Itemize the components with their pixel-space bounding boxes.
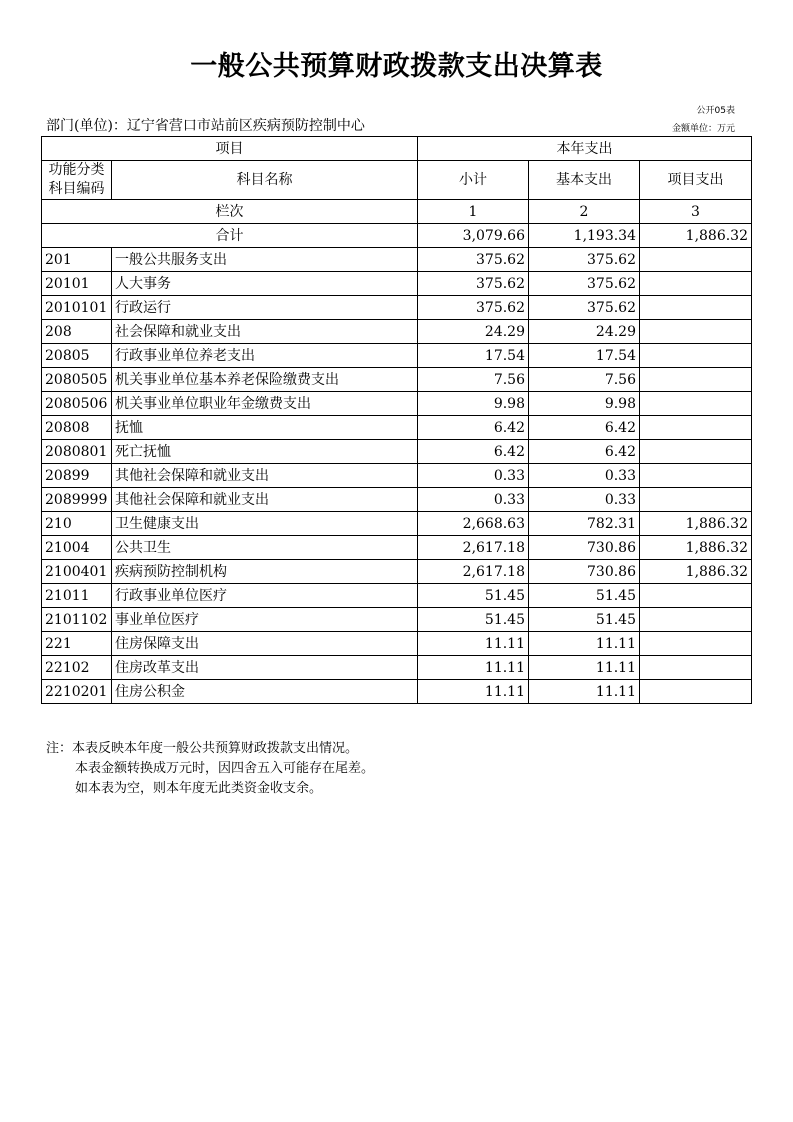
row-basic: 0.33 [529, 488, 640, 512]
header-project: 项目 [42, 137, 418, 161]
row-name: 公共卫生 [112, 536, 418, 560]
row-code: 2010101 [42, 296, 112, 320]
row-subtotal: 375.62 [418, 248, 529, 272]
row-subtotal: 2,617.18 [418, 536, 529, 560]
row-project [640, 272, 752, 296]
header-row-1 [42, 137, 752, 161]
table-row [42, 368, 752, 392]
row-project [640, 632, 752, 656]
table-row [42, 632, 752, 656]
row-basic: 11.11 [529, 680, 640, 704]
row-name: 社会保障和就业支出 [112, 320, 418, 344]
row-subtotal: 11.11 [418, 656, 529, 680]
table-row [42, 608, 752, 632]
row-basic: 375.62 [529, 272, 640, 296]
row-subtotal: 0.33 [418, 464, 529, 488]
total-row [42, 224, 752, 248]
header-subtotal: 小计 [418, 161, 529, 200]
row-project [640, 440, 752, 464]
row-code: 2080506 [42, 392, 112, 416]
row-code: 2080505 [42, 368, 112, 392]
row-project [640, 656, 752, 680]
row-subtotal: 6.42 [418, 440, 529, 464]
row-basic: 375.62 [529, 248, 640, 272]
table-row [42, 656, 752, 680]
total-basic: 1,193.34 [529, 224, 640, 248]
row-code: 2089999 [42, 488, 112, 512]
table-row [42, 536, 752, 560]
note-line: 本表金额转换成万元时，因四舍五入可能存在尾差。 [75, 761, 375, 776]
row-code: 21004 [42, 536, 112, 560]
row-project [640, 344, 752, 368]
amount-unit: 金额单位：万元 [671, 124, 735, 134]
row-basic: 782.31 [529, 512, 640, 536]
row-code: 2100401 [42, 560, 112, 584]
row-code: 2210201 [42, 680, 112, 704]
note-line: 如本表为空，则本年度无此类资金收支余。 [75, 781, 323, 796]
table-row [42, 560, 752, 584]
row-project [640, 680, 752, 704]
table-row [42, 296, 752, 320]
table-row [42, 416, 752, 440]
row-basic: 375.62 [529, 296, 640, 320]
row-name: 机关事业单位基本养老保险缴费支出 [112, 368, 418, 392]
page-title: 一般公共预算财政拨款支出决算表 [190, 51, 603, 82]
row-subtotal: 2,668.63 [418, 512, 529, 536]
column-label: 栏次 [42, 200, 418, 224]
row-code: 20808 [42, 416, 112, 440]
row-name: 事业单位医疗 [112, 608, 418, 632]
total-project: 1,886.32 [640, 224, 752, 248]
row-basic: 730.86 [529, 536, 640, 560]
row-basic: 17.54 [529, 344, 640, 368]
row-subtotal: 11.11 [418, 680, 529, 704]
row-basic: 51.45 [529, 608, 640, 632]
row-name: 卫生健康支出 [112, 512, 418, 536]
row-project: 1,886.32 [640, 560, 752, 584]
row-basic: 51.45 [529, 584, 640, 608]
notes [46, 739, 374, 799]
row-name: 其他社会保障和就业支出 [112, 464, 418, 488]
row-code: 2080801 [42, 440, 112, 464]
row-basic: 7.56 [529, 368, 640, 392]
expenditure-table [41, 136, 752, 704]
table-row [42, 248, 752, 272]
row-basic: 9.98 [529, 392, 640, 416]
row-subtotal: 17.54 [418, 344, 529, 368]
row-name: 行政事业单位医疗 [112, 584, 418, 608]
table-row [42, 320, 752, 344]
row-name: 一般公共服务支出 [112, 248, 418, 272]
table-row [42, 512, 752, 536]
row-project [640, 248, 752, 272]
row-name: 抚恤 [112, 416, 418, 440]
note-line: 注：本表反映本年度一般公共预算财政拨款支出情况。 [46, 741, 359, 756]
row-code: 2101102 [42, 608, 112, 632]
row-code: 20899 [42, 464, 112, 488]
row-project [640, 464, 752, 488]
row-basic: 11.11 [529, 656, 640, 680]
row-project [640, 368, 752, 392]
row-basic: 6.42 [529, 416, 640, 440]
total-subtotal: 3,079.66 [418, 224, 529, 248]
row-basic: 11.11 [529, 632, 640, 656]
row-basic: 0.33 [529, 464, 640, 488]
table-row [42, 392, 752, 416]
row-subtotal: 24.29 [418, 320, 529, 344]
total-label: 合计 [42, 224, 418, 248]
row-basic: 24.29 [529, 320, 640, 344]
row-name: 住房改革支出 [112, 656, 418, 680]
col-number-3: 3 [640, 200, 752, 224]
row-project: 1,886.32 [640, 536, 752, 560]
row-project [640, 296, 752, 320]
table-row [42, 344, 752, 368]
row-project [640, 584, 752, 608]
table-row [42, 488, 752, 512]
header-project-exp: 项目支出 [640, 161, 752, 200]
department-label: 部门(单位)：辽宁省营口市站前区疾病预防控制中心 [46, 118, 365, 134]
row-code: 20101 [42, 272, 112, 296]
table-row [42, 272, 752, 296]
row-project [640, 416, 752, 440]
table-row [42, 440, 752, 464]
row-name: 行政运行 [112, 296, 418, 320]
row-subtotal: 0.33 [418, 488, 529, 512]
row-subtotal: 6.42 [418, 416, 529, 440]
row-code: 21011 [42, 584, 112, 608]
table-row [42, 680, 752, 704]
form-number: 公开05表 [696, 106, 735, 116]
row-name: 人大事务 [112, 272, 418, 296]
header-row-2 [42, 161, 752, 200]
row-project [640, 392, 752, 416]
row-basic: 730.86 [529, 560, 640, 584]
row-subtotal: 51.45 [418, 608, 529, 632]
row-name: 其他社会保障和就业支出 [112, 488, 418, 512]
header-subject-name: 科目名称 [112, 161, 418, 200]
row-code: 20805 [42, 344, 112, 368]
row-name: 机关事业单位职业年金缴费支出 [112, 392, 418, 416]
row-subtotal: 9.98 [418, 392, 529, 416]
row-name: 住房保障支出 [112, 632, 418, 656]
row-project: 1,886.32 [640, 512, 752, 536]
row-project [640, 608, 752, 632]
col-number-2: 2 [529, 200, 640, 224]
col-number-1: 1 [418, 200, 529, 224]
row-code: 22102 [42, 656, 112, 680]
header-current-year: 本年支出 [418, 137, 752, 161]
table-row [42, 584, 752, 608]
header-func-code: 功能分类科目编码 [42, 161, 112, 200]
row-subtotal: 51.45 [418, 584, 529, 608]
row-subtotal: 375.62 [418, 272, 529, 296]
row-code: 201 [42, 248, 112, 272]
row-project [640, 320, 752, 344]
row-subtotal: 11.11 [418, 632, 529, 656]
row-project [640, 488, 752, 512]
row-name: 行政事业单位养老支出 [112, 344, 418, 368]
row-name: 住房公积金 [112, 680, 418, 704]
row-subtotal: 2,617.18 [418, 560, 529, 584]
row-name: 死亡抚恤 [112, 440, 418, 464]
header-basic: 基本支出 [529, 161, 640, 200]
row-code: 210 [42, 512, 112, 536]
row-subtotal: 375.62 [418, 296, 529, 320]
row-basic: 6.42 [529, 440, 640, 464]
row-subtotal: 7.56 [418, 368, 529, 392]
table-row [42, 464, 752, 488]
row-code: 208 [42, 320, 112, 344]
row-name: 疾病预防控制机构 [112, 560, 418, 584]
column-number-row [42, 200, 752, 224]
row-code: 221 [42, 632, 112, 656]
